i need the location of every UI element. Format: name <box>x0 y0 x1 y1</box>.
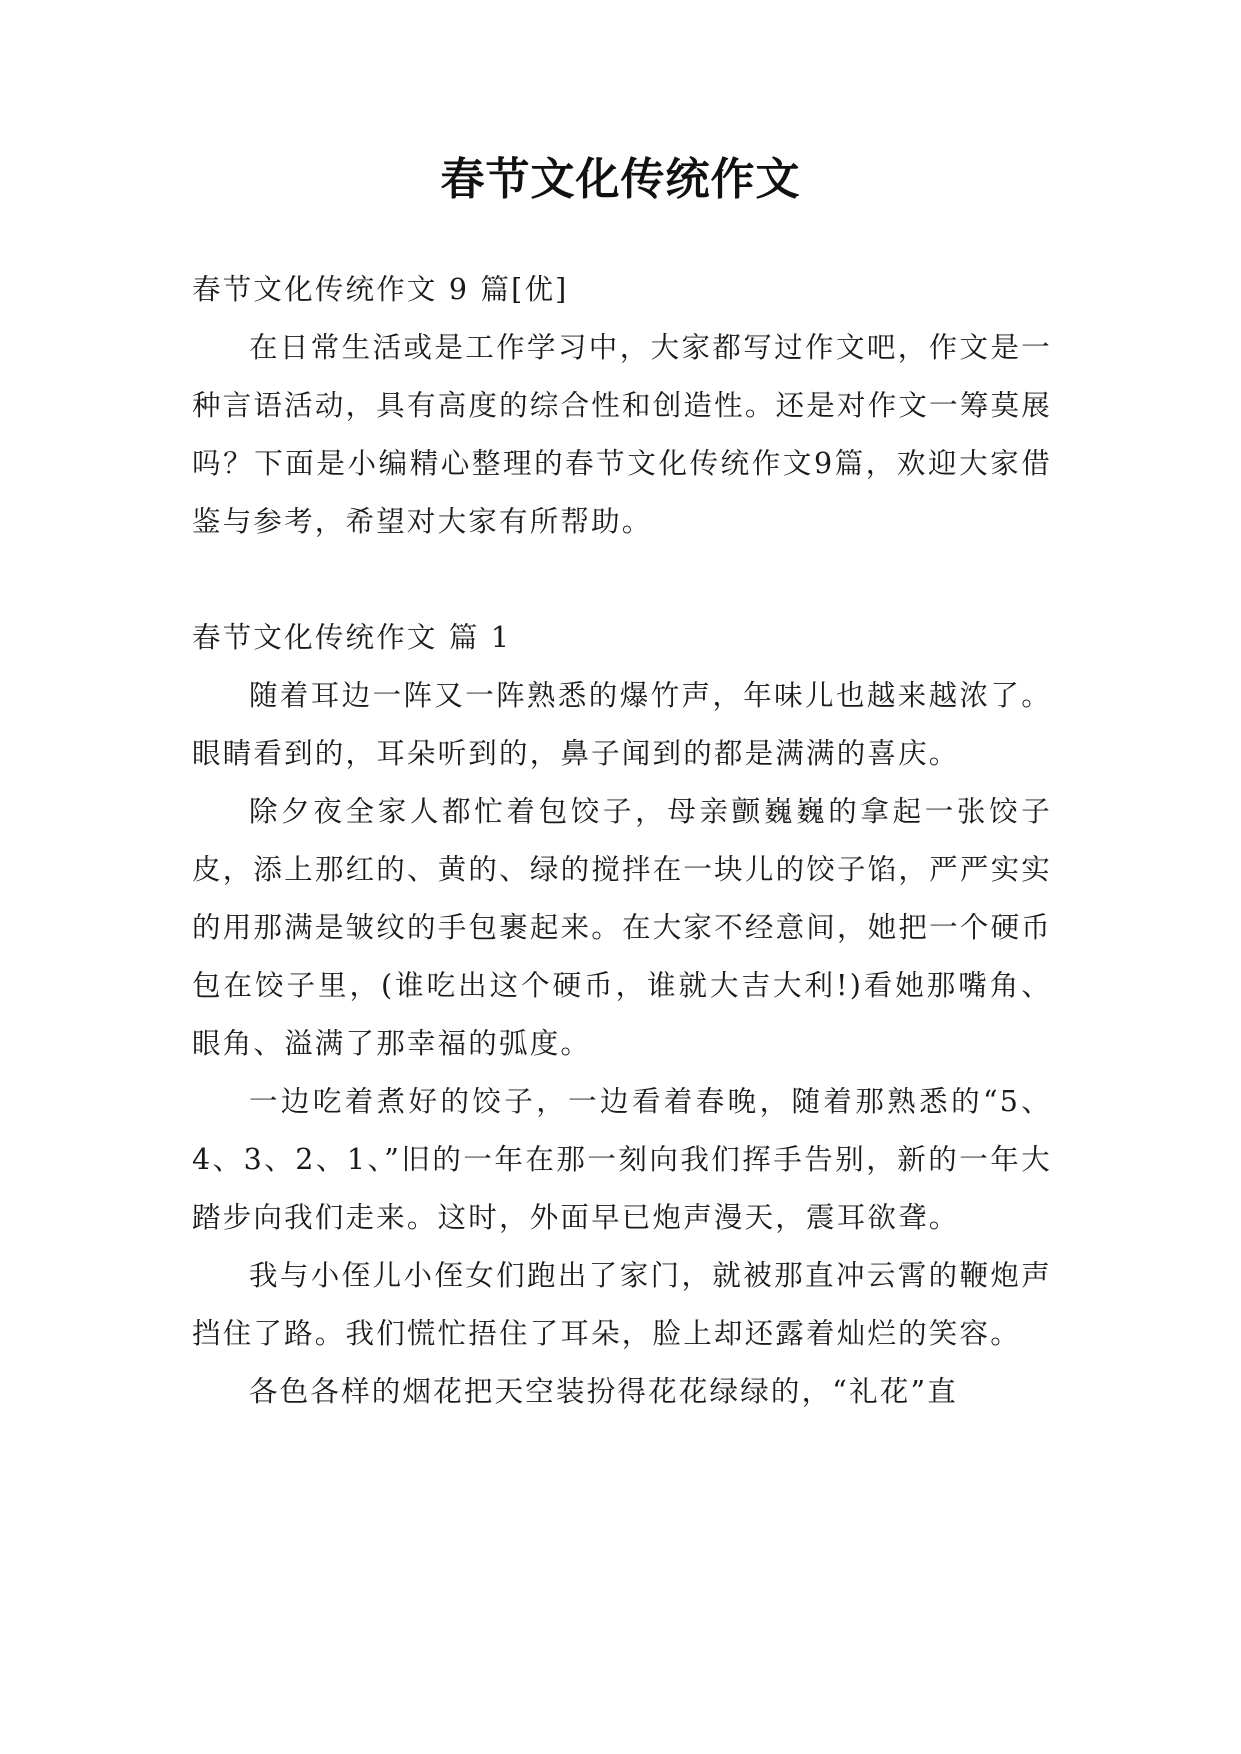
body-paragraph: 除夕夜全家人都忙着包饺子，母亲颤巍巍的拿起一张饺子皮，添上那红的、黄的、绿的搅拌在一块儿的饺子馅，严严实实的用那满是皱纹的手包裹起来。在大家不经意间，她把一个硬币包在饺子里，(谁吃出这个硬币，谁就大吉大利!)看她那嘴角、眼角、溢满了那幸福的弧度。 <box>192 795 1052 1060</box>
document-title: 春节文化传统作文 <box>440 154 801 205</box>
intro-paragraph: 在日常生活或是工作学习中，大家都写过作文吧，作文是一种言语活动，具有高度的综合性和创造性。还是对作文一筹莫展吗？下面是小编精心整理的春节文化传统作文9篇，欢迎大家借鉴与参考，希望对大家有所帮助。 <box>192 331 1052 538</box>
body-paragraph: 各色各样的烟花把天空装扮得花花绿绿的，“礼花”直 <box>249 1375 958 1408</box>
document-body <box>192 261 1052 1421</box>
section-heading: 春节文化传统作文 篇 1 <box>192 621 512 654</box>
body-paragraph: 我与小侄儿小侄女们跑出了家门，就被那直冲云霄的鞭炮声挡住了路。我们慌忙捂住了耳朵，脸上却还露着灿烂的笑容。 <box>192 1259 1052 1350</box>
body-paragraph: 一边吃着煮好的饺子，一边看着春晚，随着那熟悉的“5、4、3、2、1、”旧的一年在那一刻向我们挥手告别，新的一年大踏步向我们走来。这时，外面早已炮声漫天，震耳欲聋。 <box>192 1085 1052 1234</box>
section-spacer <box>192 551 1052 609</box>
body-paragraph: 随着耳边一阵又一阵熟悉的爆竹声，年味儿也越来越浓了。眼睛看到的，耳朵听到的，鼻子闻到的都是满满的喜庆。 <box>192 679 1052 770</box>
document-subtitle: 春节文化传统作文 9 篇[优] <box>192 273 569 306</box>
